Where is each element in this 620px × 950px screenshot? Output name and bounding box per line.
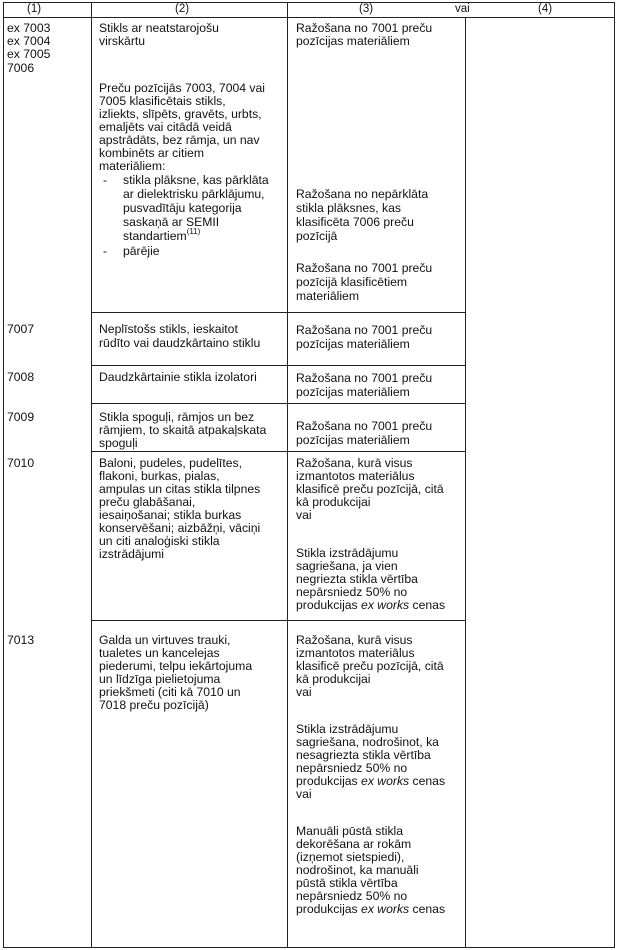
desc-line: un līdzīga pielietojuma	[99, 672, 221, 686]
footnote-ref: (11)	[186, 226, 201, 236]
desc-line: rūdīto vai daudzkārtaino stiklu	[99, 336, 261, 350]
rule-line: Ražošana no nepārklāta	[296, 187, 429, 201]
desc-line: apstrādāts, bez rāmja, un nav	[99, 133, 260, 147]
sub-line: pārējie	[123, 244, 160, 258]
rule-line: Ražošana no 7001 preču	[296, 419, 433, 433]
code-line: 7007	[7, 322, 35, 336]
desc-line: spoguļi	[99, 436, 138, 450]
desc-line: tualetes un kancelejas	[99, 646, 220, 660]
desc-line: Neplīstošs stikls, ieskaitot	[99, 322, 238, 336]
rule-text: cenas	[409, 902, 446, 916]
desc-line: Stikla spoguļi, rāmjos un bez	[99, 410, 255, 424]
rule-line: nodrošinot, ka manuāli	[296, 863, 419, 877]
rule-line: vai	[296, 508, 312, 522]
rule-line: nesagriezta stikla vērtība	[296, 748, 431, 762]
col-line-4	[614, 2, 615, 948]
rule-line: Stikla izstrādājumu	[296, 722, 399, 736]
bottom-border	[3, 947, 615, 948]
desc-line: piederumi, telpu iekārtojuma	[99, 659, 253, 673]
desc-line: materiāliem:	[99, 159, 166, 173]
rule-line: nepārsniedz 50% no	[296, 761, 408, 775]
sub-text: standartiem	[123, 229, 187, 243]
header-col4: (4)	[538, 3, 553, 15]
desc-line: konservēšani; aizbāžņi, vāciņi	[99, 521, 261, 535]
desc-line: izliekts, slīpēts, gravēts, urbts,	[99, 107, 262, 121]
desc-line: emaljēts vai citādā veidā	[99, 120, 232, 134]
rule-line: pozīcijas materiāliem	[296, 34, 410, 48]
rule-line: dekorēšana ar rokām	[296, 837, 412, 851]
rule-line: negriezta stikla vērtība	[296, 572, 418, 586]
rule-line: Ražošana no 7001 preču	[296, 21, 433, 35]
rule-line	[296, 903, 445, 916]
desc-line: Galda un virtuves trauki,	[99, 633, 231, 647]
rule-line: klasificē preču pozīcijā, citā	[296, 482, 444, 496]
rule-line: izmantotos materiālus	[296, 469, 415, 483]
rule-line: Ražošana no 7001 preču	[296, 371, 433, 385]
rule-line: nepārsniedz 50% no	[296, 585, 408, 599]
rule-line: (izņemot sietspiedi),	[296, 850, 405, 864]
row-separator	[91, 403, 465, 404]
rule-line: vai	[296, 787, 312, 801]
rule-line: kā produkcijai	[296, 672, 371, 686]
rule-line: Manuāli pūstā stikla	[296, 824, 404, 838]
rule-text: cenas	[409, 774, 446, 788]
rule-text: produkcijas	[296, 598, 362, 612]
header-rule	[3, 17, 615, 18]
rule-italic: ex works	[361, 902, 410, 916]
desc-line: Preču pozīcijās 7003, 7004 vai	[99, 81, 265, 95]
code-line: ex 7004	[7, 34, 51, 48]
sub-line: saskaņā ar SEMII	[123, 215, 220, 229]
row-separator	[91, 620, 465, 621]
desc-line: Baloni, pudeles, pudelītes,	[99, 456, 242, 470]
desc-line: ampulas un citas stikla tilpnes	[99, 482, 261, 496]
desc-line: un citi analoģiski stikla	[99, 534, 220, 548]
rule-line	[296, 775, 445, 788]
rule-line: pozīcijas materiāliem	[296, 433, 410, 447]
rule-line	[296, 599, 445, 612]
rule-line: Ražošana no 7001 preču	[296, 323, 433, 337]
rule-line: izmantotos materiālus	[296, 646, 415, 660]
rule-line: pozīcijas materiāliem	[296, 337, 410, 351]
rule-line: Ražošana, kurā visus	[296, 456, 413, 470]
code-line: 7009	[7, 410, 35, 424]
rule-line: Ražošana, kurā visus	[296, 633, 413, 647]
dash-bullet: -	[103, 173, 108, 187]
desc-line: virskārtu	[99, 34, 146, 48]
rule-text: produkcijas	[296, 774, 362, 788]
rule-line: pūstā stikla vērtība	[296, 876, 398, 890]
col-line-3	[465, 17, 466, 948]
rule-line: klasificē preču pozīcijā, citā	[296, 659, 444, 673]
code-line: 7006	[7, 61, 35, 75]
header-col2: (2)	[175, 3, 190, 15]
sub-line: stikla plāksne, kas pārklāta	[123, 173, 269, 187]
header-col3: (3)	[359, 3, 374, 15]
row-separator	[91, 451, 465, 452]
desc-line: priekšmeti (citi kā 7010 un	[99, 685, 241, 699]
rule-line: stikla plāksnes, kas	[296, 201, 401, 215]
desc-line: flakoni, burkas, pialas,	[99, 469, 220, 483]
code-line: 7010	[7, 456, 35, 470]
desc-line: kombinēts ar citiem	[99, 146, 204, 160]
dash-bullet: -	[103, 244, 108, 258]
desc-line: izstrādājumi	[99, 547, 165, 561]
code-line: 7008	[7, 370, 35, 384]
rule-line: pozīcijā klasificētiem	[296, 275, 408, 289]
rule-line: nepārsniedz 50% no	[296, 889, 408, 903]
rule-line: Stikla izstrādājumu	[296, 546, 399, 560]
rule-line: Ražošana no 7001 preču	[296, 261, 433, 275]
desc-line: preču glabāšanai,	[99, 495, 196, 509]
rule-line: klasificēta 7006 preču	[296, 215, 414, 229]
code-line: ex 7005	[7, 47, 51, 61]
header-col1: (1)	[27, 3, 42, 15]
desc-line: Daudzkārtainie stikla izolatori	[99, 370, 257, 384]
rule-line: sagriešana, nodrošinot, ka	[296, 735, 439, 749]
rule-italic: ex works	[361, 774, 410, 788]
rule-line: vai	[296, 685, 312, 699]
row-separator	[91, 312, 465, 313]
desc-line: Stikls ar neatstarojošu	[99, 21, 219, 35]
row-separator	[91, 365, 465, 366]
rule-line: pozīcijā	[296, 229, 338, 243]
top-border	[3, 2, 615, 3]
rule-line: pozīcijas materiāliem	[296, 385, 410, 399]
desc-line: 7018 preču pozīcijā)	[99, 698, 209, 712]
desc-line: iesaiņošanai; stikla burkas	[99, 508, 242, 522]
rule-italic: ex works	[361, 598, 410, 612]
col-line-2	[287, 2, 288, 948]
sub-line: pusvadītāju kategorija	[123, 201, 242, 215]
code-line: ex 7003	[7, 21, 51, 35]
desc-line: 7005 klasificētais stikls,	[99, 94, 226, 108]
sub-line: ar dielektrisku pārklājumu,	[123, 187, 265, 201]
header-vai: vai	[455, 3, 470, 15]
rule-line: kā produkcijai	[296, 495, 371, 509]
sub-line	[123, 226, 201, 243]
code-line: 7013	[7, 633, 35, 647]
rule-text: cenas	[409, 598, 446, 612]
rule-text: produkcijas	[296, 902, 362, 916]
col-line-1	[91, 2, 92, 948]
rule-line: sagriešana, ja vien	[296, 559, 398, 573]
desc-line: rāmjiem, to skaitā atpakaļskata	[99, 423, 267, 437]
rule-line: materiāliem	[296, 289, 359, 303]
col-line-0	[3, 2, 4, 948]
